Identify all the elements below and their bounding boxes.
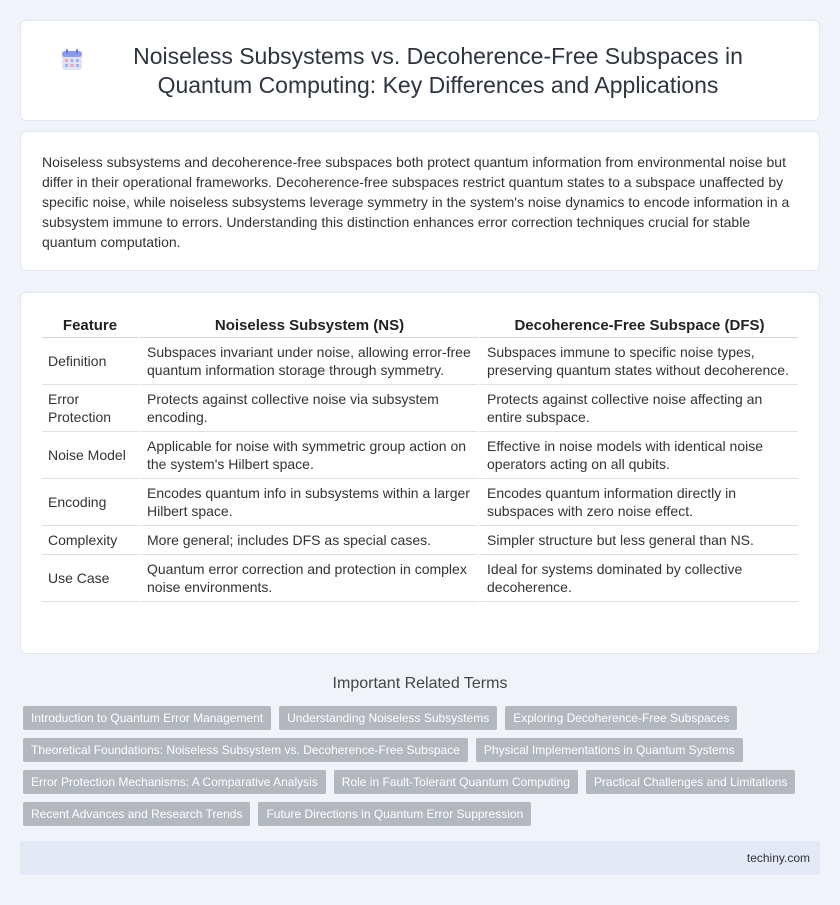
ns-cell: Quantum error correction and protection in complex noise environments. — [138, 555, 478, 602]
dfs-cell: Encodes quantum information directly in subspaces with zero noise effect. — [478, 479, 798, 526]
related-terms-list — [23, 706, 823, 834]
header-feature: Feature — [42, 311, 138, 338]
feature-cell: Definition — [42, 338, 138, 385]
page-title: Noiseless Subsystems vs. Decoherence-Free Subspaces in Quantum Computing: Key Differences and Applications — [133, 42, 743, 98]
ns-cell: More general; includes DFS as special cases. — [138, 526, 478, 555]
feature-cell: Error Protection — [42, 385, 138, 432]
related-term-tag[interactable]: Error Protection Mechanisms: A Comparative Analysis — [23, 770, 326, 794]
title-wrap — [60, 42, 780, 100]
ns-cell: Subspaces invariant under noise, allowing error-free quantum information storage through symmetry. — [138, 338, 478, 385]
related-term-tag[interactable]: Exploring Decoherence-Free Subspaces — [505, 706, 737, 730]
related-term-tag[interactable]: Physical Implementations in Quantum Systems — [476, 738, 743, 762]
related-term-tag[interactable]: Practical Challenges and Limitations — [586, 770, 795, 794]
related-term-tag[interactable]: Understanding Noiseless Subsystems — [279, 706, 497, 730]
related-term-tag[interactable]: Introduction to Quantum Error Management — [23, 706, 271, 730]
related-term-tag[interactable]: Recent Advances and Research Trends — [23, 802, 250, 826]
ns-cell: Applicable for noise with symmetric group action on the system's Hilbert space. — [138, 432, 478, 479]
comparison-table — [42, 311, 798, 602]
ns-cell: Encodes quantum info in subsystems within a larger Hilbert space. — [138, 479, 478, 526]
table-row — [42, 338, 798, 385]
intro-card — [20, 131, 820, 271]
footer-site-link[interactable]: techiny.com — [746, 851, 810, 865]
related-terms-title: Important Related Terms — [332, 675, 508, 692]
related-term-tag[interactable]: Role in Fault-Tolerant Quantum Computing — [334, 770, 578, 794]
footer — [20, 841, 820, 875]
related-term-tag[interactable]: Future Directions in Quantum Error Suppression — [258, 802, 531, 826]
table-header-row — [42, 311, 798, 338]
table-row — [42, 479, 798, 526]
feature-cell: Complexity — [42, 526, 138, 555]
related-term-tag[interactable]: Theoretical Foundations: Noiseless Subsystem vs. Decoherence-Free Subspace — [23, 738, 468, 762]
intro-paragraph: Noiseless subsystems and decoherence-free subspaces both protect quantum information from environmental noise but differ in their operational frameworks. Decoherence-free subspaces restrict quantum states to a subspace unaffected by specific noise, while noiseless subsystems leverage symmetry in the system's noise dynamics to encode information in a subsystem immune to errors. Understanding this distinction enhances error correction techniques crucial for stable quantum computation. — [42, 154, 790, 250]
table-row — [42, 385, 798, 432]
dfs-cell: Simpler structure but less general than NS. — [478, 526, 798, 555]
comparison-card — [20, 292, 820, 654]
header-ns: Noiseless Subsystem (NS) — [138, 311, 478, 338]
table-row — [42, 555, 798, 602]
dfs-cell: Effective in noise models with identical noise operators acting on all qubits. — [478, 432, 798, 479]
feature-cell: Encoding — [42, 479, 138, 526]
ns-cell: Protects against collective noise via subsystem encoding. — [138, 385, 478, 432]
feature-cell: Noise Model — [42, 432, 138, 479]
calendar-icon — [60, 48, 84, 72]
table-row — [42, 526, 798, 555]
dfs-cell: Subspaces immune to specific noise types, preserving quantum states without decoherence. — [478, 338, 798, 385]
title-card — [20, 20, 820, 121]
table-row — [42, 432, 798, 479]
dfs-cell: Ideal for systems dominated by collective decoherence. — [478, 555, 798, 602]
feature-cell: Use Case — [42, 555, 138, 602]
header-dfs: Decoherence-Free Subspace (DFS) — [478, 311, 798, 338]
dfs-cell: Protects against collective noise affecting an entire subspace. — [478, 385, 798, 432]
